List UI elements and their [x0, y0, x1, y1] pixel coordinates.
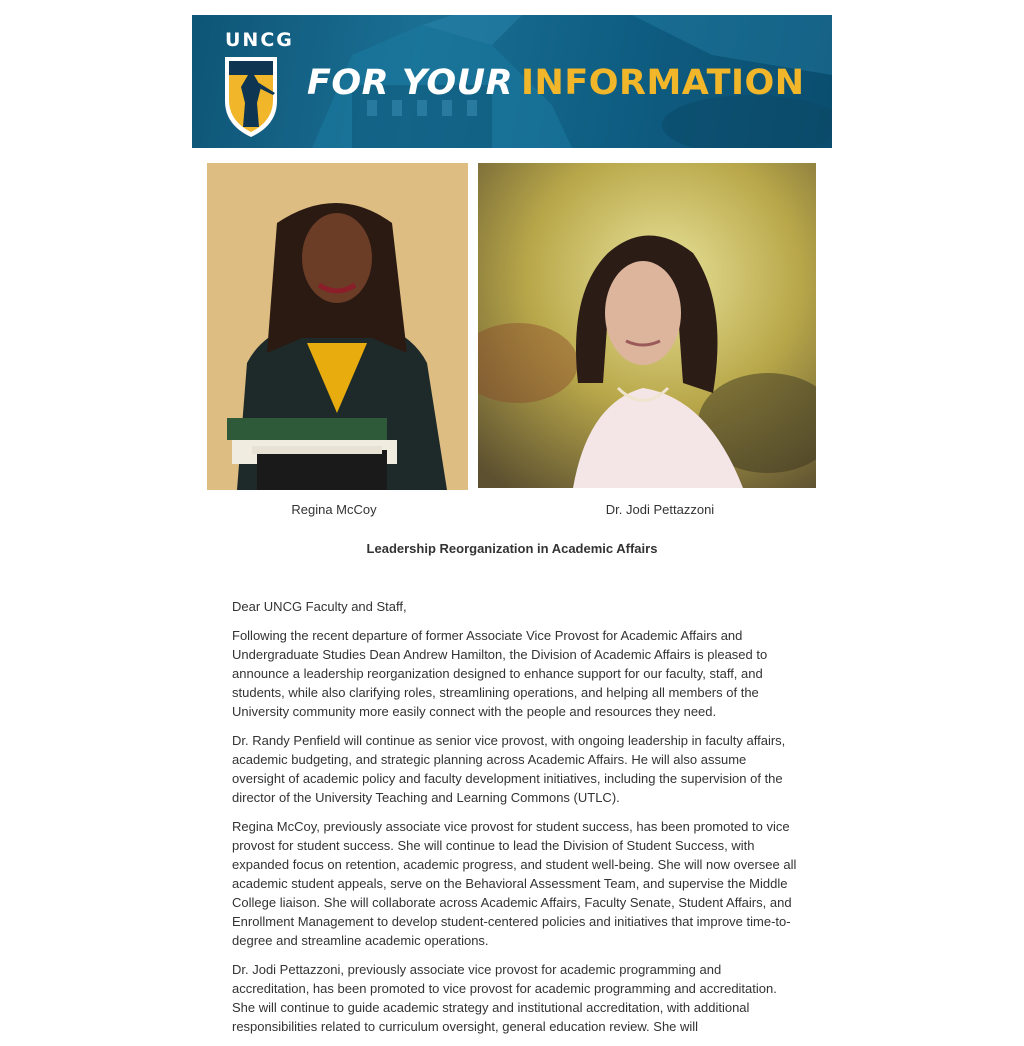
paragraph: Regina McCoy, previously associate vice provost for student success, has been promoted to vice provost for student success. She will continue to lead the Division of Student Success, with expanded focus on retention, academic progress, and student well-being. She will now oversee all academic student appeals, serve on the Behavioral Assessment Team, and supervise the Middle College liaison. She will collaborate across Academic Affairs, Faculty Senate, Student Affairs, and Enrollment Management to develop student-centered policies and initiatives that improve time-to-degree and streamline academic operations.	[232, 819, 797, 948]
paragraph: Following the recent departure of former Associate Vice Provost for Academic Affairs and Undergraduate Studies Dean Andrew Hamilton, the Division of Academic Affairs is pleased to announce a leadership reorganization designed to enhance support for our faculty, staff, and students, while also clarifying roles, streamlining operations, and helping all members of the University community more easily connect with the people and resources they need.	[232, 628, 768, 719]
banner-headline	[307, 63, 805, 103]
photo-caption-right: Dr. Jodi Pettazzoni	[605, 502, 715, 517]
article-title: Leadership Reorganization in Academic Affairs	[366, 541, 658, 556]
paragraph: Dr. Randy Penfield will continue as senior vice provost, with ongoing leadership in faculty affairs, academic budgeting, and strategic planning across Academic Affairs. He will also assume oversight of academic policy and faculty development initiatives, including the supervision of the director of the University Teaching and Learning Commons (UTLC).	[232, 733, 786, 805]
uncg-logo-text: UNCG	[225, 29, 294, 51]
article-body	[232, 597, 797, 1046]
photo-regina-mccoy	[207, 163, 468, 490]
greeting: Dear UNCG Faculty and Staff,	[232, 599, 407, 614]
header-banner	[192, 15, 832, 148]
paragraph: Dr. Jodi Pettazzoni, previously associate vice provost for academic programming and accreditation, has been promoted to vice provost for academic programming and accreditation. She will continue to guide academic strategy and institutional accreditation, with additional responsibilities related to curriculum oversight, general education review. She will	[232, 962, 777, 1034]
headline-white: FOR YOUR	[307, 63, 514, 103]
headline-gold: INFORMATION	[521, 63, 805, 103]
uncg-shield-icon	[223, 53, 279, 139]
photo-caption-left: Regina McCoy	[291, 502, 377, 517]
photo-jodi-pettazzoni	[478, 163, 816, 488]
